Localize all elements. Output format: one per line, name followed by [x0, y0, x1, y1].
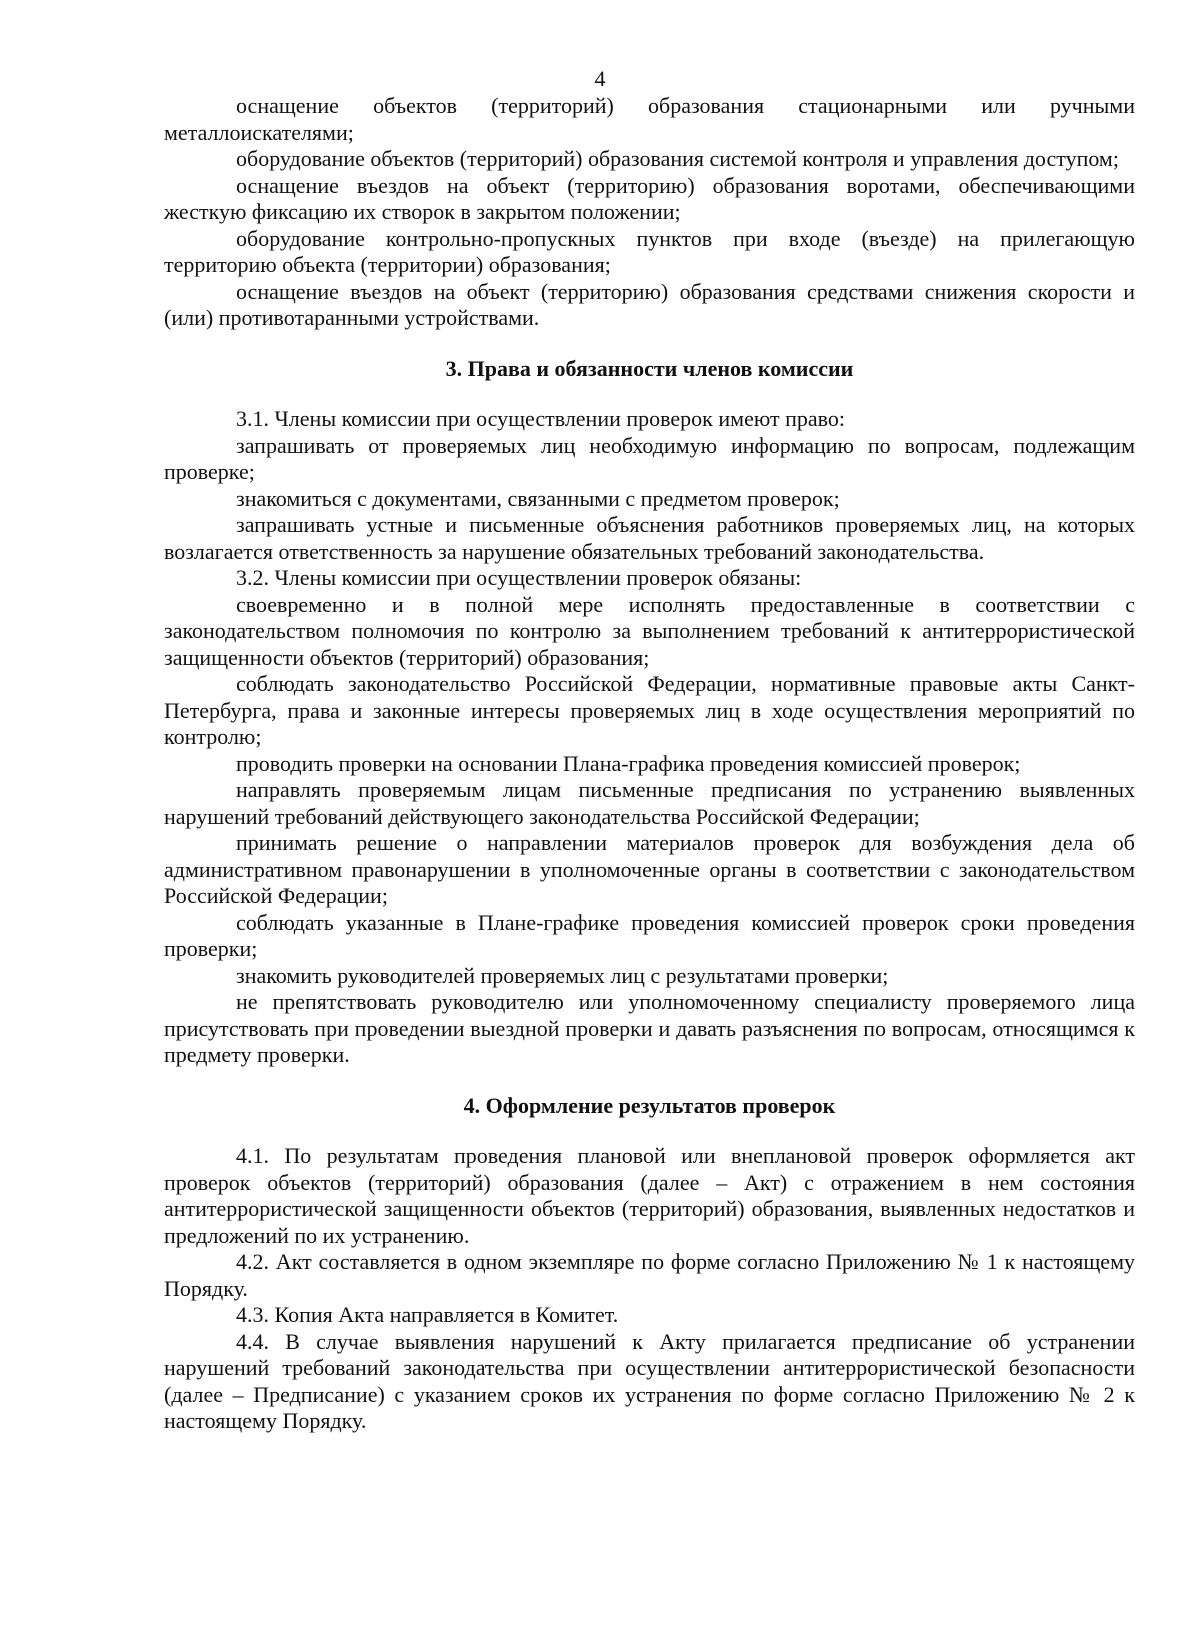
paragraph: 4.4. В случае выявления нарушений к Акту прилагается предписание об устранении нарушений требований законодательства при осуществлении антитеррористической безопасности (далее – Предписание) с указанием сроков их устранения по форме согласно Приложению № 2 к настоящему Порядку.: [164, 1328, 1135, 1433]
paragraph: 4.3. Копия Акта направляется в Комитет.: [236, 1302, 619, 1327]
paragraph: запрашивать от проверяемых лиц необходимую информацию по вопросам, подлежащим проверке;: [164, 432, 1135, 484]
paragraph: оснащение объектов (территорий) образования стационарными или ручными металлоискателями;: [164, 93, 1135, 145]
paragraph: принимать решение о направлении материалов проверок для возбуждения дела об административном правонарушении в уполномоченные органы в соответствии с законодательством Российской Федерации;: [164, 830, 1135, 908]
paragraph: соблюдать законодательство Российской Федерации, нормативные правовые акты Санкт-Петербурга, права и законные интересы проверяемых лиц в ходе осуществления мероприятий по контролю;: [164, 671, 1135, 749]
paragraph: направлять проверяемым лицам письменные предписания по устранению выявленных нарушений требований действующего законодательства Российской Федерации;: [164, 777, 1135, 829]
paragraph: запрашивать устные и письменные объяснения работников проверяемых лиц, на которых возлагается ответственность за нарушение обязательных требований законодательства.: [164, 512, 1135, 564]
paragraph: оснащение въездов на объект (территорию) образования воротами, обеспечивающими жесткую фиксацию их створок в закрытом положении;: [164, 172, 1135, 224]
section-title-4: 4. Оформление результатов проверок: [463, 1092, 836, 1118]
paragraph: 4.2. Акт составляется в одном экземпляре по форме согласно Приложению № 1 к настоящему Порядку.: [164, 1249, 1135, 1301]
paragraph: 3.2. Члены комиссии при осуществлении проверок обязаны:: [236, 565, 802, 590]
paragraph: 4.1. По результатам проведения плановой или внеплановой проверок оформляется акт проверок объектов (территорий) образования (далее – Акт) с отражением в нем состояния антитеррористической защищенности объектов (территорий) образования, выявленных недостатков и предложений по их устранению.: [164, 1143, 1135, 1248]
section-title-3: 3. Права и обязанности членов комиссии: [445, 355, 854, 381]
paragraph: 3.1. Члены комиссии при осуществлении проверок имеют право:: [236, 406, 845, 431]
paragraph: соблюдать указанные в Плане-графике проведения комиссией проверок сроки проведения проверки;: [164, 909, 1135, 961]
paragraph: своевременно и в полной мере исполнять предоставленные в соответствии с законодательством полномочия по контролю за выполнением требований к антитеррористической защищенности объектов (территорий) образования;: [164, 591, 1135, 670]
paragraph: знакомиться с документами, связанными с предметом проверок;: [236, 485, 840, 511]
paragraph: оборудование контрольно-пропускных пунктов при входе (въезде) на прилегающую территорию объекта (территории) образования;: [164, 225, 1135, 277]
paragraph: оснащение въездов на объект (территорию) образования средствами снижения скорости и (или) противотаранными устройствами.: [164, 278, 1135, 330]
document-body: [164, 93, 1135, 1435]
paragraph: оборудование объектов (территорий) образования системой контроля и управления доступом;: [236, 146, 1119, 171]
paragraph: знакомить руководителей проверяемых лиц с результатами проверки;: [236, 962, 889, 988]
page-number: 4: [594, 66, 606, 91]
paragraph: не препятствовать руководителю или уполномоченному специалисту проверяемого лица присутствовать при проведении выездной проверки и давать разъяснения по вопросам, относящимся к предмету проверки.: [164, 989, 1135, 1067]
paragraph: проводить проверки на основании Плана-графика проведения комиссией проверок;: [236, 750, 1021, 776]
